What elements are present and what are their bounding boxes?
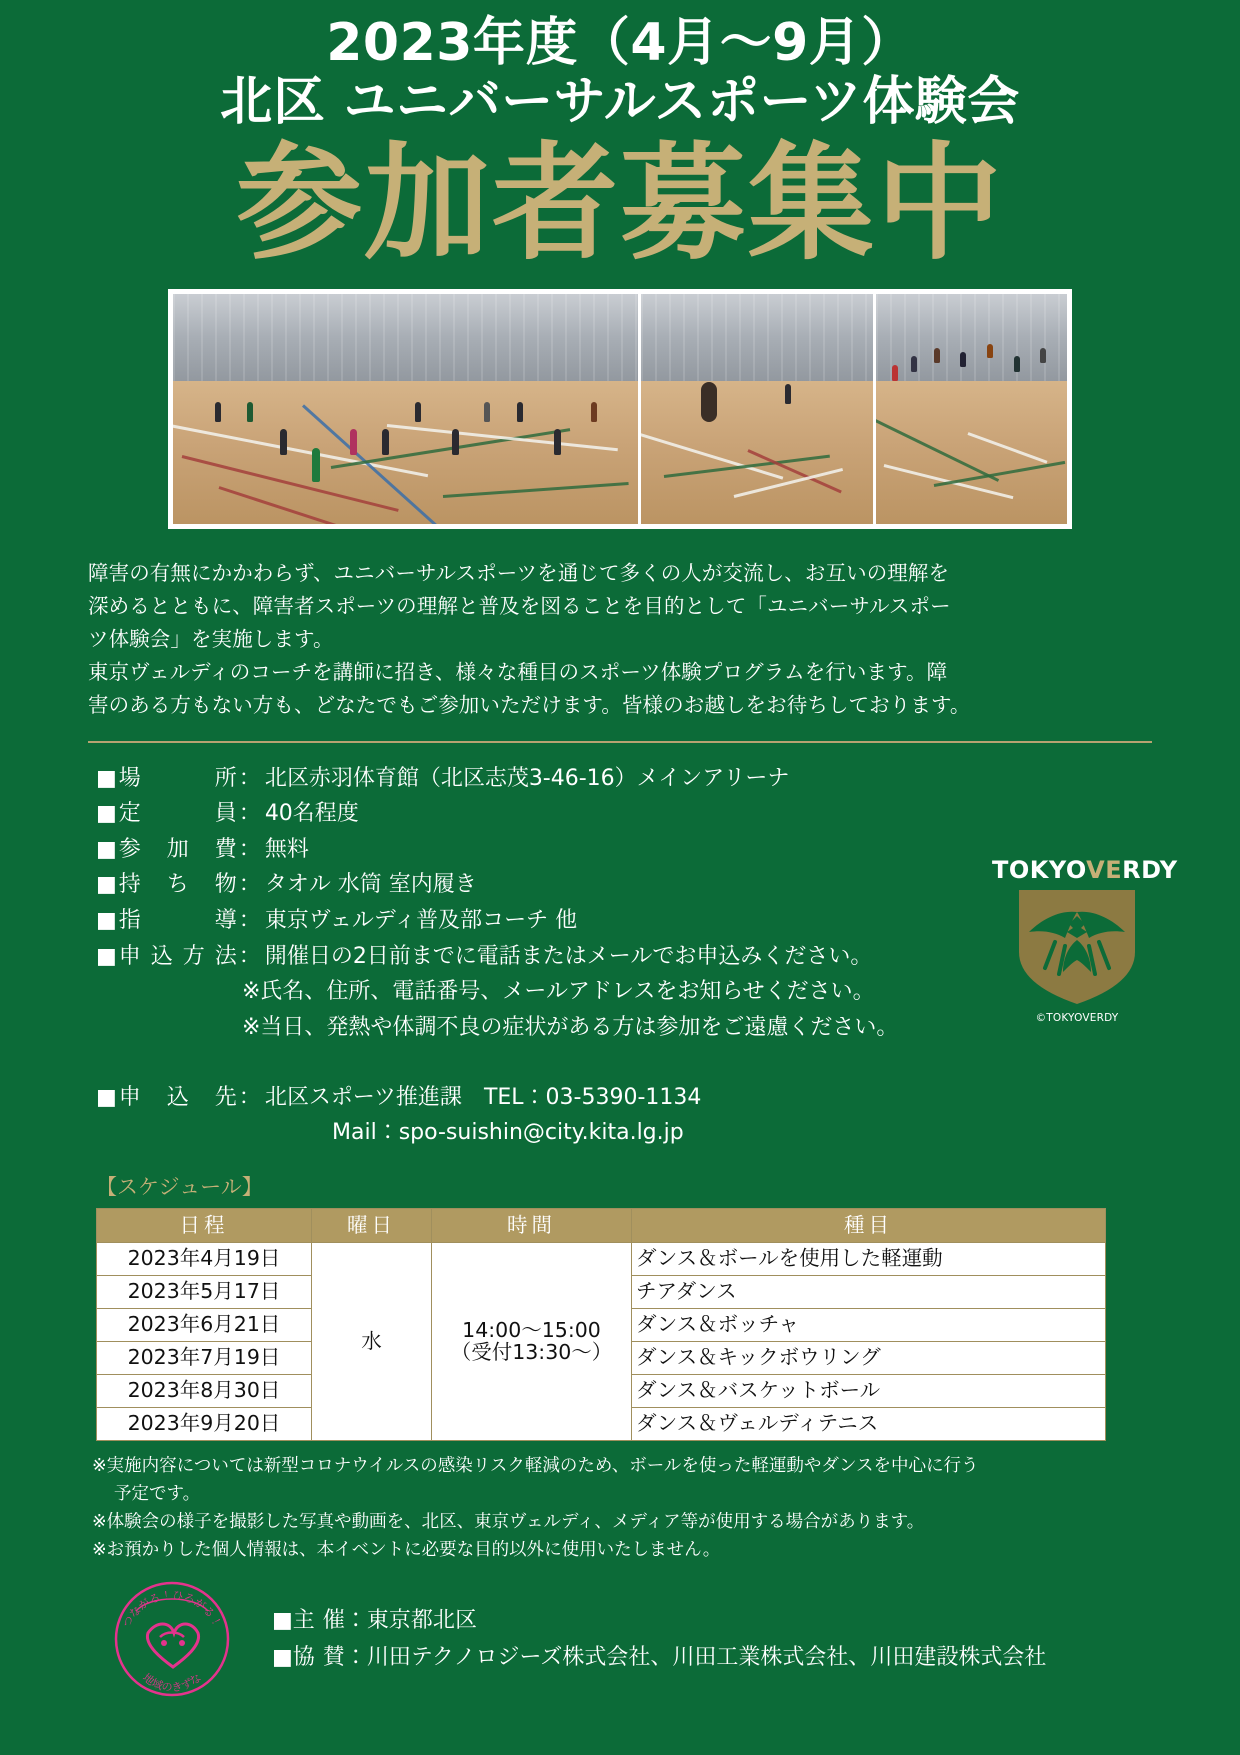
kizuna-circle-icon xyxy=(96,1575,248,1703)
contact-mail[interactable]: Mail：spo-suishin@city.kita.lg.jp xyxy=(332,1120,684,1146)
photo-strip xyxy=(173,294,1067,524)
description-line-3: ツ体験会」を実施します。 xyxy=(88,626,334,651)
cell-event: ダンス＆ヴェルディテニス xyxy=(632,1407,1106,1440)
svg-text:地域のきずな: 地域のきずな xyxy=(140,1671,204,1695)
gym-ceiling xyxy=(641,294,873,391)
footnote-media-use: ※体験会の様子を撮影した写真や動画を、北区、東京ヴェルディ、メディア等が使用する場合があります。 xyxy=(92,1512,925,1533)
schedule-header-row xyxy=(97,1208,1106,1242)
schedule-title: 【スケジュール】 xyxy=(96,1175,263,1200)
cell-event: チアダンス xyxy=(632,1275,1106,1308)
square-bullet-icon: ■ xyxy=(272,1607,293,1633)
info-colon: ： xyxy=(238,1084,261,1110)
info-note-required-details: ※氏名、住所、電話番号、メールアドレスをお知らせください。 xyxy=(242,979,875,1005)
footer-colon: ： xyxy=(344,1607,367,1633)
info-value: タオル 水筒 室内履き xyxy=(264,872,477,898)
description-line-2: 深めるとともに、障害者スポーツの理解と普及を図ることを目的として「ユニバーサルスポー xyxy=(88,593,951,618)
info-value: 東京ヴェルディ普及部コーチ 他 xyxy=(264,908,578,934)
cell-event: ダンス＆ボッチャ xyxy=(632,1308,1106,1341)
gym-ceiling xyxy=(876,294,1067,391)
gym-photo-wide xyxy=(173,294,638,524)
contact-block xyxy=(96,1080,1240,1151)
cell-date: 2023年5月17日 xyxy=(97,1275,312,1308)
contact-row xyxy=(96,1080,1240,1116)
verdy-wordmark xyxy=(992,856,1178,884)
square-bullet-icon: ■ xyxy=(96,765,117,791)
cell-event: ダンス＆バスケットボール xyxy=(632,1374,1106,1407)
cell-date: 2023年7月19日 xyxy=(97,1341,312,1374)
table-row xyxy=(97,1242,1106,1275)
headline-recruiting: 参加者募集中 xyxy=(236,129,1004,277)
poster-header xyxy=(0,0,1240,277)
square-bullet-icon: ■ xyxy=(96,1084,117,1110)
info-value: 無料 xyxy=(264,836,309,862)
cell-date: 2023年9月20日 xyxy=(97,1407,312,1440)
info-label: 持ち物 xyxy=(118,872,237,898)
footer-host-label: 主催 xyxy=(292,1607,345,1633)
info-label: 定員 xyxy=(118,801,237,827)
contact-label: 申込先 xyxy=(118,1084,237,1110)
cell-event: ダンス＆ボールを使用した軽運動 xyxy=(632,1242,1106,1275)
kizuna-logo xyxy=(96,1575,248,1703)
footnote-covid-cont: 予定です。 xyxy=(114,1483,201,1504)
gym-photo-bowling xyxy=(641,294,873,524)
description-block xyxy=(88,557,1152,723)
contact-tel[interactable]: TEL：03-5390-1134 xyxy=(483,1084,702,1110)
time-sub: （受付13:30～） xyxy=(450,1340,613,1365)
square-bullet-icon: ■ xyxy=(96,836,117,862)
verdy-eagle-shield-icon xyxy=(1015,888,1139,1006)
cell-time xyxy=(432,1242,632,1440)
footnote-privacy: ※お預かりした個人情報は、本イベントに必要な目的以外に使用いたしません。 xyxy=(92,1540,721,1561)
gym-floor xyxy=(876,381,1067,524)
description-line-4: 東京ヴェルディのコーチを講師に招き、様々な種目のスポーツ体験プログラムを行います。障 xyxy=(88,660,948,685)
contact-office: 北区スポーツ推進課 xyxy=(264,1084,462,1110)
column-header-dayofweek: 曜日 xyxy=(312,1208,432,1242)
cell-date: 2023年8月30日 xyxy=(97,1374,312,1407)
footer-sponsor-label: 協賛 xyxy=(292,1645,345,1670)
square-bullet-icon: ■ xyxy=(96,943,117,969)
footnotes-block xyxy=(92,1453,1112,1564)
footnote-covid: ※実施内容については新型コロナウイルスの感染リスク軽減のため、ボールを使った軽運動やダンスを中心に行う xyxy=(92,1455,979,1476)
square-bullet-icon: ■ xyxy=(272,1645,293,1670)
gym-floor xyxy=(641,381,873,524)
info-colon: ： xyxy=(238,765,261,791)
footer-row-sponsor xyxy=(272,1639,1046,1676)
column-header-event: 種目 xyxy=(632,1208,1106,1242)
photo-strip-frame xyxy=(168,289,1072,529)
column-header-date: 日程 xyxy=(97,1208,312,1242)
gym-photo-pins xyxy=(876,294,1067,524)
footer-credits xyxy=(272,1602,1046,1677)
info-row-venue xyxy=(96,761,1240,797)
info-colon: ： xyxy=(238,908,261,934)
title-period: 2023年度（4月～9月） xyxy=(326,13,914,73)
footer-colon: ： xyxy=(344,1645,367,1670)
poster-footer xyxy=(0,1575,1240,1703)
info-label: 参加費 xyxy=(118,836,237,862)
gym-ceiling xyxy=(173,294,638,391)
title-event-name: 北区 ユニバーサルスポーツ体験会 xyxy=(220,72,1020,133)
info-value: 北区赤羽体育館（北区志茂3-46-16）メインアリーナ xyxy=(264,765,790,791)
column-header-time: 時間 xyxy=(432,1208,632,1242)
section-divider xyxy=(88,741,1152,743)
description-line-5: 害のある方もない方も、どなたでもご参加いただけます。皆様のお越しをお待ちしております。 xyxy=(88,693,971,718)
info-colon: ： xyxy=(238,943,261,969)
description-line-1: 障害の有無にかかわらず、ユニバーサルスポーツを通じて多くの人が交流し、お互いの理解を xyxy=(88,560,950,585)
verdy-copyright: ©TOKYOVERDY xyxy=(1035,1012,1119,1024)
tokyo-verdy-logo xyxy=(992,856,1178,1024)
info-note-health-check: ※当日、発熱や体調不良の症状がある方は参加をご遠慮ください。 xyxy=(242,1014,899,1040)
verdy-word-rdy: RDY xyxy=(1122,856,1178,884)
gym-floor xyxy=(173,381,638,524)
info-value: 開催日の2日前までに電話またはメールでお申込みください。 xyxy=(264,943,873,969)
schedule-table xyxy=(96,1208,1106,1441)
info-row-capacity xyxy=(96,796,1240,832)
info-label: 場所 xyxy=(118,765,237,791)
cell-event: ダンス＆キックボウリング xyxy=(632,1341,1106,1374)
cell-dayofweek: 水 xyxy=(312,1242,432,1440)
info-label: 指導 xyxy=(118,908,237,934)
square-bullet-icon: ■ xyxy=(96,801,117,827)
info-colon: ： xyxy=(238,801,261,827)
cell-date: 2023年6月21日 xyxy=(97,1308,312,1341)
info-value: 40名程度 xyxy=(264,801,359,827)
footer-row-host xyxy=(272,1602,1046,1639)
info-colon: ： xyxy=(238,872,261,898)
verdy-word-tokyo: TOKYO xyxy=(992,856,1087,884)
info-colon: ： xyxy=(238,836,261,862)
info-label: 申込方法 xyxy=(118,943,237,969)
square-bullet-icon: ■ xyxy=(96,872,117,898)
footer-host-value: 東京都北区 xyxy=(366,1607,477,1633)
time-main: 14:00～15:00 xyxy=(462,1317,601,1342)
cell-date: 2023年4月19日 xyxy=(97,1242,312,1275)
footer-sponsor-value: 川田テクノロジーズ株式会社、川田工業株式会社、川田建設株式会社 xyxy=(366,1645,1047,1670)
verdy-word-ve: VE xyxy=(1086,856,1123,884)
svg-text:つながる！ひろがる！: つながる！ひろがる！ xyxy=(120,1588,224,1630)
square-bullet-icon: ■ xyxy=(96,908,117,934)
